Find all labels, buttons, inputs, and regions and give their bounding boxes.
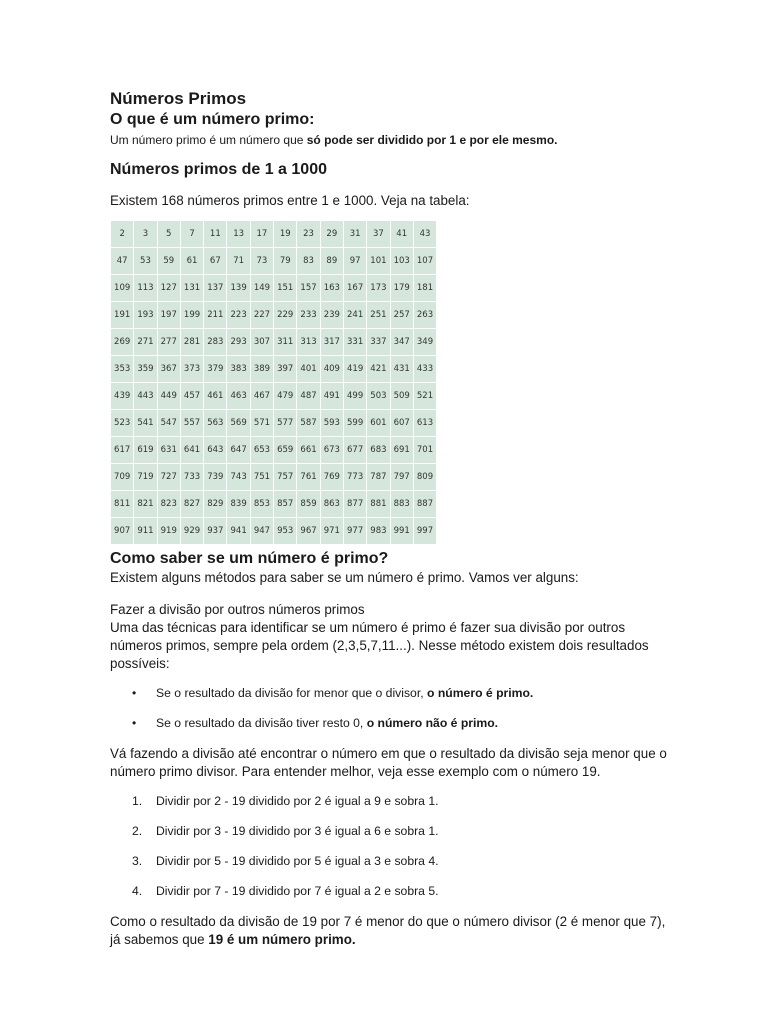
explanation-paragraph: Vá fazendo a divisão até encontrar o número em que o resultado da divisão seja menor que o número primo divisor. Para entender melhor, veja esse exemplo com o número 19. bbox=[110, 746, 667, 779]
prime-cell: 19 bbox=[274, 221, 297, 248]
list-item bbox=[110, 823, 670, 839]
list-item bbox=[110, 715, 670, 731]
prime-cell: 307 bbox=[251, 329, 274, 356]
bullet-icon: • bbox=[132, 716, 137, 730]
prime-cell: 349 bbox=[414, 329, 437, 356]
prime-cell: 3 bbox=[134, 221, 157, 248]
prime-cell: 919 bbox=[158, 518, 181, 545]
prime-cell: 709 bbox=[111, 464, 134, 491]
prime-cell: 263 bbox=[414, 302, 437, 329]
prime-cell: 151 bbox=[274, 275, 297, 302]
prime-cell: 607 bbox=[391, 410, 414, 437]
bullet-bold: o número é primo. bbox=[427, 686, 534, 700]
step-number: 2. bbox=[132, 824, 143, 838]
prime-cell: 61 bbox=[181, 248, 204, 275]
prime-cell: 41 bbox=[391, 221, 414, 248]
prime-cell: 757 bbox=[274, 464, 297, 491]
step-number: 1. bbox=[132, 794, 143, 808]
prime-cell: 11 bbox=[204, 221, 227, 248]
prime-cell: 569 bbox=[227, 410, 250, 437]
bullet-text: Se o resultado da divisão tiver resto 0, bbox=[156, 716, 367, 730]
prime-cell: 71 bbox=[227, 248, 250, 275]
prime-cell: 353 bbox=[111, 356, 134, 383]
prime-cell: 929 bbox=[181, 518, 204, 545]
prime-cell: 107 bbox=[414, 248, 437, 275]
prime-cell: 443 bbox=[134, 383, 157, 410]
prime-cell: 991 bbox=[391, 518, 414, 545]
prime-cell: 761 bbox=[297, 464, 320, 491]
prime-cell: 359 bbox=[134, 356, 157, 383]
prime-cell: 97 bbox=[344, 248, 367, 275]
prime-cell: 191 bbox=[111, 302, 134, 329]
prime-cell: 683 bbox=[367, 437, 390, 464]
prime-cell: 967 bbox=[297, 518, 320, 545]
division-method-paragraph: Uma das técnicas para identificar se um número é primo é fazer sua divisão por outros números primos, sempre pela ordem (2,3,5,7,11...). Nesse método existem dois resultados possíveis: bbox=[110, 620, 649, 671]
prime-cell: 421 bbox=[367, 356, 390, 383]
prime-cell: 7 bbox=[181, 221, 204, 248]
prime-cell: 47 bbox=[111, 248, 134, 275]
prime-cell: 739 bbox=[204, 464, 227, 491]
prime-cell: 457 bbox=[181, 383, 204, 410]
prime-cell: 701 bbox=[414, 437, 437, 464]
prime-cell: 199 bbox=[181, 302, 204, 329]
prime-cell: 163 bbox=[321, 275, 344, 302]
step-number: 4. bbox=[132, 884, 143, 898]
prime-cell: 137 bbox=[204, 275, 227, 302]
step-text: Dividir por 5 - 19 dividido por 5 é igual a 3 e sobra 4. bbox=[156, 854, 439, 868]
prime-cell: 53 bbox=[134, 248, 157, 275]
list-item bbox=[110, 853, 670, 869]
prime-cell: 631 bbox=[158, 437, 181, 464]
prime-cell: 863 bbox=[321, 491, 344, 518]
prime-definition-bold: só pode ser dividido por 1 e por ele mesmo. bbox=[306, 133, 558, 147]
prime-cell: 331 bbox=[344, 329, 367, 356]
prime-cell: 109 bbox=[111, 275, 134, 302]
prime-cell: 431 bbox=[391, 356, 414, 383]
prime-cell: 751 bbox=[251, 464, 274, 491]
prime-cell: 647 bbox=[227, 437, 250, 464]
prime-cell: 587 bbox=[297, 410, 320, 437]
bullet-icon: • bbox=[132, 686, 137, 700]
prime-cell: 479 bbox=[274, 383, 297, 410]
prime-cell: 277 bbox=[158, 329, 181, 356]
prime-cell: 857 bbox=[274, 491, 297, 518]
prime-cell: 73 bbox=[251, 248, 274, 275]
prime-cell: 509 bbox=[391, 383, 414, 410]
prime-cell: 953 bbox=[274, 518, 297, 545]
prime-cell: 139 bbox=[227, 275, 250, 302]
prime-cell: 89 bbox=[321, 248, 344, 275]
prime-cell: 853 bbox=[251, 491, 274, 518]
bullet-bold: o número não é primo. bbox=[366, 716, 499, 730]
prime-cell: 241 bbox=[344, 302, 367, 329]
prime-cell: 239 bbox=[321, 302, 344, 329]
conclusion-paragraph bbox=[110, 913, 670, 949]
prime-cell: 677 bbox=[344, 437, 367, 464]
prime-cell: 997 bbox=[414, 518, 437, 545]
prime-cell: 379 bbox=[204, 356, 227, 383]
prime-cell: 257 bbox=[391, 302, 414, 329]
prime-cell: 499 bbox=[344, 383, 367, 410]
prime-cell: 653 bbox=[251, 437, 274, 464]
step-text: Dividir por 2 - 19 dividido por 2 é igual a 9 e sobra 1. bbox=[156, 794, 439, 808]
prime-cell: 13 bbox=[227, 221, 250, 248]
prime-cell: 467 bbox=[251, 383, 274, 410]
prime-cell: 59 bbox=[158, 248, 181, 275]
prime-cell: 29 bbox=[321, 221, 344, 248]
prime-cell: 113 bbox=[134, 275, 157, 302]
conclusion-text: Como o resultado da divisão de 19 por 7 é menor do que o número divisor (2 é menor que 7), já sabemos que bbox=[110, 914, 666, 947]
prime-cell: 461 bbox=[204, 383, 227, 410]
prime-cell: 821 bbox=[134, 491, 157, 518]
prime-cell: 593 bbox=[321, 410, 344, 437]
prime-cell: 179 bbox=[391, 275, 414, 302]
prime-cell: 283 bbox=[204, 329, 227, 356]
prime-cell: 67 bbox=[204, 248, 227, 275]
division-method-subheading: Fazer a divisão por outros números primos bbox=[110, 602, 365, 617]
prime-cell: 127 bbox=[158, 275, 181, 302]
prime-cell: 977 bbox=[344, 518, 367, 545]
prime-cell: 311 bbox=[274, 329, 297, 356]
prime-cell: 463 bbox=[227, 383, 250, 410]
prime-cell: 881 bbox=[367, 491, 390, 518]
prime-cell: 571 bbox=[251, 410, 274, 437]
prime-cell: 563 bbox=[204, 410, 227, 437]
bullet-text: Se o resultado da divisão for menor que o divisor, bbox=[156, 686, 427, 700]
prime-cell: 947 bbox=[251, 518, 274, 545]
step-number: 3. bbox=[132, 854, 143, 868]
prime-cell: 617 bbox=[111, 437, 134, 464]
prime-cell: 797 bbox=[391, 464, 414, 491]
prime-cell: 773 bbox=[344, 464, 367, 491]
prime-cell: 227 bbox=[251, 302, 274, 329]
prime-cell: 971 bbox=[321, 518, 344, 545]
step-text: Dividir por 3 - 19 dividido por 3 é igual a 6 e sobra 1. bbox=[156, 824, 439, 838]
prime-cell: 503 bbox=[367, 383, 390, 410]
prime-cell: 983 bbox=[367, 518, 390, 545]
document-content bbox=[110, 88, 670, 949]
prime-cell: 439 bbox=[111, 383, 134, 410]
prime-cell: 269 bbox=[111, 329, 134, 356]
prime-cell: 149 bbox=[251, 275, 274, 302]
prime-cell: 673 bbox=[321, 437, 344, 464]
prime-cell: 373 bbox=[181, 356, 204, 383]
prime-cell: 83 bbox=[297, 248, 320, 275]
prime-cell: 557 bbox=[181, 410, 204, 437]
prime-cell: 23 bbox=[297, 221, 320, 248]
prime-cell: 157 bbox=[297, 275, 320, 302]
prime-cell: 367 bbox=[158, 356, 181, 383]
prime-cell: 547 bbox=[158, 410, 181, 437]
prime-cell: 743 bbox=[227, 464, 250, 491]
prime-cell: 769 bbox=[321, 464, 344, 491]
prime-cell: 409 bbox=[321, 356, 344, 383]
conclusion-bold: 19 é um número primo. bbox=[208, 932, 356, 947]
prime-cell: 173 bbox=[367, 275, 390, 302]
prime-definition bbox=[110, 132, 670, 148]
prime-cell: 941 bbox=[227, 518, 250, 545]
step-text: Dividir por 7 - 19 dividido por 7 é igual a 2 e sobra 5. bbox=[156, 884, 439, 898]
prime-cell: 907 bbox=[111, 518, 134, 545]
prime-cell: 2 bbox=[111, 221, 134, 248]
prime-cell: 599 bbox=[344, 410, 367, 437]
prime-cell: 887 bbox=[414, 491, 437, 518]
prime-cell: 811 bbox=[111, 491, 134, 518]
prime-cell: 293 bbox=[227, 329, 250, 356]
list-item bbox=[110, 883, 670, 899]
prime-cell: 937 bbox=[204, 518, 227, 545]
primes-table bbox=[110, 220, 437, 545]
prime-cell: 433 bbox=[414, 356, 437, 383]
prime-cell: 829 bbox=[204, 491, 227, 518]
prime-cell: 787 bbox=[367, 464, 390, 491]
prime-cell: 383 bbox=[227, 356, 250, 383]
prime-cell: 859 bbox=[297, 491, 320, 518]
prime-cell: 313 bbox=[297, 329, 320, 356]
prime-cell: 577 bbox=[274, 410, 297, 437]
prime-cell: 317 bbox=[321, 329, 344, 356]
prime-cell: 17 bbox=[251, 221, 274, 248]
prime-cell: 31 bbox=[344, 221, 367, 248]
primes-count-text: Existem 168 números primos entre 1 e 1000. Veja na tabela: bbox=[110, 193, 470, 208]
prime-cell: 487 bbox=[297, 383, 320, 410]
prime-cell: 197 bbox=[158, 302, 181, 329]
methods-intro-text: Existem alguns métodos para saber se um número é primo. Vamos ver alguns: bbox=[110, 570, 579, 585]
prime-cell: 271 bbox=[134, 329, 157, 356]
prime-cell: 397 bbox=[274, 356, 297, 383]
prime-cell: 491 bbox=[321, 383, 344, 410]
prime-cell: 691 bbox=[391, 437, 414, 464]
prime-cell: 167 bbox=[344, 275, 367, 302]
prime-cell: 659 bbox=[274, 437, 297, 464]
results-list bbox=[110, 685, 670, 731]
prime-cell: 619 bbox=[134, 437, 157, 464]
prime-cell: 733 bbox=[181, 464, 204, 491]
prime-cell: 79 bbox=[274, 248, 297, 275]
prime-cell: 211 bbox=[204, 302, 227, 329]
prime-cell: 727 bbox=[158, 464, 181, 491]
example-steps-list bbox=[110, 793, 670, 899]
section-what-is-prime-heading: O que é um número primo: bbox=[110, 111, 315, 128]
prime-cell: 613 bbox=[414, 410, 437, 437]
prime-definition-text: Um número primo é um número que bbox=[110, 133, 307, 147]
prime-cell: 43 bbox=[414, 221, 437, 248]
prime-cell: 103 bbox=[391, 248, 414, 275]
prime-cell: 181 bbox=[414, 275, 437, 302]
prime-cell: 251 bbox=[367, 302, 390, 329]
prime-cell: 839 bbox=[227, 491, 250, 518]
section-how-to-check-heading: Como saber se um número é primo? bbox=[110, 550, 389, 567]
page-title: Números Primos bbox=[110, 89, 247, 108]
prime-cell: 223 bbox=[227, 302, 250, 329]
prime-cell: 131 bbox=[181, 275, 204, 302]
prime-cell: 541 bbox=[134, 410, 157, 437]
prime-cell: 449 bbox=[158, 383, 181, 410]
prime-cell: 601 bbox=[367, 410, 390, 437]
prime-cell: 193 bbox=[134, 302, 157, 329]
prime-cell: 389 bbox=[251, 356, 274, 383]
prime-cell: 233 bbox=[297, 302, 320, 329]
list-item bbox=[110, 793, 670, 809]
prime-cell: 911 bbox=[134, 518, 157, 545]
prime-cell: 521 bbox=[414, 383, 437, 410]
prime-cell: 337 bbox=[367, 329, 390, 356]
section-primes-1-1000-heading: Números primos de 1 a 1000 bbox=[110, 161, 327, 178]
prime-cell: 229 bbox=[274, 302, 297, 329]
prime-cell: 37 bbox=[367, 221, 390, 248]
prime-cell: 883 bbox=[391, 491, 414, 518]
prime-cell: 719 bbox=[134, 464, 157, 491]
list-item bbox=[110, 685, 670, 701]
prime-cell: 643 bbox=[204, 437, 227, 464]
prime-cell: 401 bbox=[297, 356, 320, 383]
prime-cell: 419 bbox=[344, 356, 367, 383]
prime-cell: 523 bbox=[111, 410, 134, 437]
prime-cell: 877 bbox=[344, 491, 367, 518]
prime-cell: 661 bbox=[297, 437, 320, 464]
prime-cell: 5 bbox=[158, 221, 181, 248]
prime-cell: 101 bbox=[367, 248, 390, 275]
prime-cell: 827 bbox=[181, 491, 204, 518]
prime-cell: 281 bbox=[181, 329, 204, 356]
prime-cell: 641 bbox=[181, 437, 204, 464]
prime-cell: 823 bbox=[158, 491, 181, 518]
prime-cell: 347 bbox=[391, 329, 414, 356]
prime-cell: 809 bbox=[414, 464, 437, 491]
